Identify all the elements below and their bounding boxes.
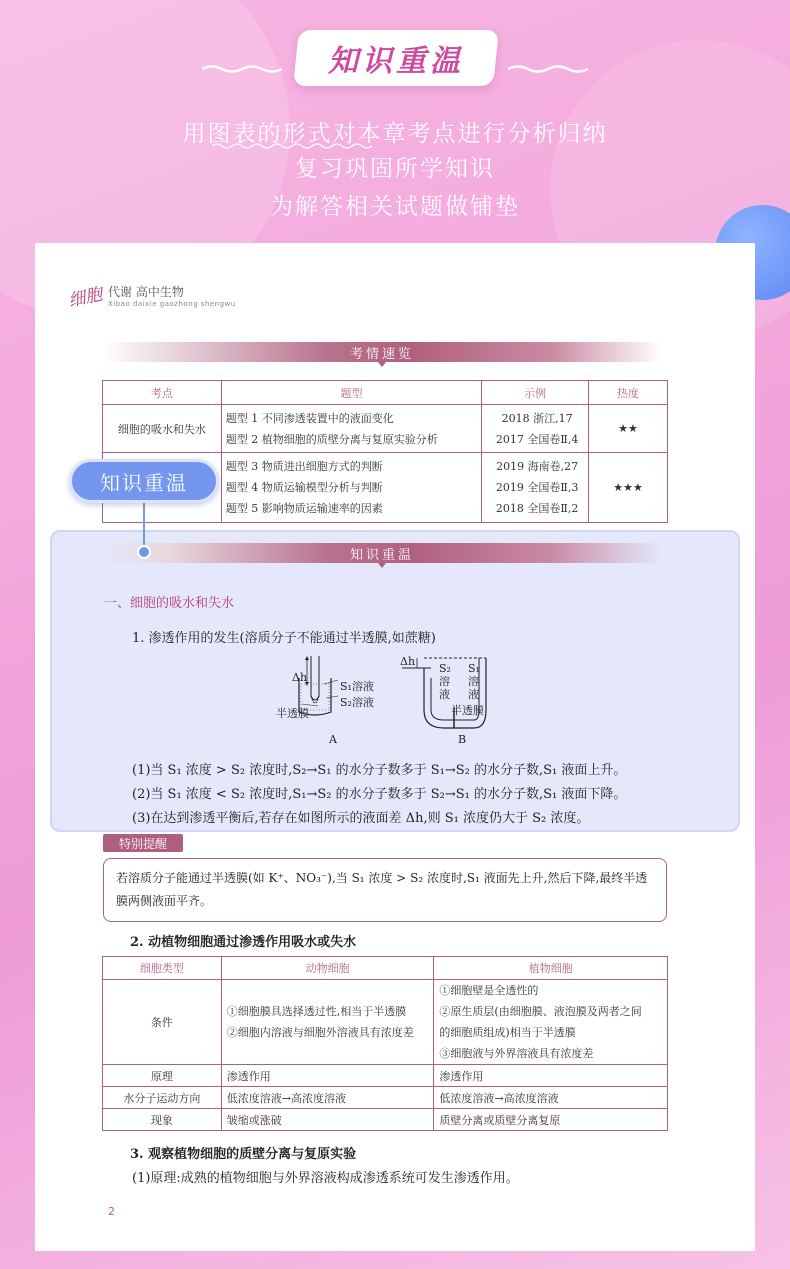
diagram-label-a: A	[329, 733, 337, 746]
arrow-down-icon	[378, 563, 386, 568]
row-label: 水分子运动方向	[103, 1087, 222, 1109]
subtitle-line-3: 为解答相关试题做铺垫	[270, 194, 520, 220]
row-label: 现象	[103, 1109, 222, 1131]
table-cell-topic: 细胞的吸水和失水	[103, 405, 222, 453]
table-header-row	[103, 381, 668, 405]
animal-cell	[221, 980, 434, 1065]
table-header: 动物细胞	[221, 957, 434, 980]
s2-char: S₂	[439, 662, 451, 675]
brand-title: 代谢 高中生物	[108, 285, 184, 299]
table-row	[103, 405, 668, 453]
table-header: 题型	[221, 381, 481, 405]
animal-line: ①细胞膜具选择透过性,相当于半透膜	[226, 1005, 407, 1018]
brand-header	[66, 283, 236, 312]
s2-char: 液	[439, 688, 450, 701]
callout-pill: 知识重温	[69, 459, 219, 503]
wave-decoration-left	[202, 64, 282, 74]
table-header: 植物细胞	[434, 957, 668, 980]
wave-decoration-right	[508, 64, 588, 74]
item-heading: 2. 动植物细胞通过渗透作用吸水或失水	[130, 935, 357, 950]
section-heading: 一、细胞的吸水和失水	[104, 596, 235, 611]
plant-cell: 质壁分离或质壁分离复原	[434, 1109, 668, 1131]
tip-box: 若溶质分子能通过半透膜(如 K⁺、NO₃⁻),当 S₁ 浓度 > S₂ 浓度时,S₁ 液面先上升,然后下降,最终半透膜两侧液面平齐。	[103, 858, 667, 922]
table-row	[103, 1065, 668, 1087]
plant-line: 的细胞质组成)相当于半透膜	[439, 1026, 576, 1039]
table-cell-examples	[482, 453, 589, 523]
osmosis-point-2: (2)当 S₁ 浓度 < S₂ 浓度时,S₁→S₂ 的水分子数多于 S₂→S₁ 的水分子数,S₁ 液面下降。	[132, 787, 627, 802]
brand-text	[108, 283, 236, 308]
table-row	[103, 980, 668, 1065]
table-cell-examples	[482, 405, 589, 453]
osmosis-point-1: (1)当 S₁ 浓度 > S₂ 浓度时,S₂→S₁ 的水分子数多于 S₁→S₂ 的水分子数,S₁ 液面上升。	[132, 763, 627, 778]
tip-tag: 特别提醒	[103, 834, 183, 852]
table-header: 考点	[103, 381, 222, 405]
table-header: 示例	[482, 381, 589, 405]
section-title: 考情速览	[349, 346, 414, 362]
animal-cell: 渗透作用	[221, 1065, 434, 1087]
page-number: 2	[108, 1205, 115, 1218]
plant-cell	[434, 980, 668, 1065]
subtitle-underline-wave	[212, 142, 372, 150]
table-row	[103, 1087, 668, 1109]
plant-cell: 渗透作用	[434, 1065, 668, 1087]
s2-solution-label: S₂溶液	[340, 696, 374, 709]
s1-solution-label: S₁溶液	[340, 680, 374, 693]
s2-char: 溶	[439, 675, 450, 688]
callout-connector	[143, 503, 145, 549]
membrane-label-a: 半透膜	[276, 707, 309, 720]
cell-comparison-table	[102, 956, 668, 1131]
example-item: 2019 海南卷,27	[496, 460, 579, 473]
section-title: 知识重温	[349, 547, 414, 563]
plant-line: ①细胞壁是全透性的	[439, 984, 539, 997]
s1-char: 液	[468, 688, 479, 701]
section-bar-review	[102, 543, 662, 563]
table-row	[103, 1109, 668, 1131]
animal-line: ②细胞内溶液与细胞外溶液具有浓度差	[226, 1026, 414, 1039]
table-header: 细胞类型	[103, 957, 222, 980]
callout-dot	[137, 545, 151, 559]
experiment-principle: (1)原理:成熟的植物细胞与外界溶液构成渗透系统可发生渗透作用。	[132, 1171, 519, 1186]
row-label: 原理	[103, 1065, 222, 1087]
table-cell-types	[221, 405, 481, 453]
plant-cell: 低浓度溶液→高浓度溶液	[434, 1087, 668, 1109]
section-bar-overview	[102, 342, 662, 362]
delta-h-label-b: Δh	[400, 655, 416, 668]
table-cell-heat: ★★★	[589, 453, 668, 523]
example-item: 2018 全国卷Ⅱ,2	[495, 502, 579, 515]
subtitle-line-1: 用图表的形式对本章考点进行分析归纳	[182, 121, 608, 147]
row-label: 条件	[103, 980, 222, 1065]
diagram-label-b: B	[458, 733, 467, 746]
s1-vertical-label	[468, 662, 480, 701]
plant-line: ③细胞液与外界溶液具有浓度差	[439, 1047, 594, 1060]
brand-pinyin: Xibao daixie gaozhong shengwu	[108, 300, 236, 308]
arrow-down-icon	[378, 362, 386, 367]
animal-cell: 皱缩或涨破	[221, 1109, 434, 1131]
title-banner	[293, 30, 499, 86]
type-item: 题型 2 植物细胞的质壁分离与复原实验分析	[225, 432, 438, 446]
banner-title: 知识重温	[328, 44, 464, 79]
s2-vertical-label	[439, 662, 451, 701]
table-cell-heat: ★★	[589, 405, 668, 453]
s1-char: 溶	[468, 675, 479, 688]
subtitle-line-2: 复习巩固所学知识	[295, 156, 495, 182]
brand-logo: 细胞	[66, 284, 105, 312]
type-item: 题型 5 影响物质运输速率的因素	[225, 502, 383, 515]
table-header: 热度	[589, 381, 668, 405]
type-item: 题型 3 物质进出细胞方式的判断	[225, 460, 383, 473]
example-item: 2017 全国卷Ⅱ,4	[495, 432, 579, 446]
type-item: 题型 1 不同渗透装置中的液面变化	[225, 411, 394, 425]
table-cell-types	[221, 453, 481, 523]
animal-cell: 低浓度溶液→高浓度溶液	[221, 1087, 434, 1109]
membrane-label-b: 半透膜	[451, 704, 484, 717]
item-heading: 3. 观察植物细胞的质壁分离与复原实验	[130, 1147, 357, 1162]
delta-h-label-a: Δh	[292, 671, 308, 684]
table-header-row	[103, 957, 668, 980]
example-item: 2019 全国卷Ⅱ,3	[495, 481, 579, 494]
item-heading: 1. 渗透作用的发生(溶质分子不能通过半透膜,如蔗糖)	[132, 631, 436, 646]
plant-line: ②原生质层(由细胞膜、液泡膜及两者之间	[439, 1005, 642, 1018]
osmosis-point-3: (3)在达到渗透平衡后,若存在如图所示的液面差 Δh,则 S₁ 浓度仍大于 S₂ 浓度。	[132, 811, 590, 826]
s1-char: S₁	[468, 662, 480, 675]
type-item: 题型 4 物质运输模型分析与判断	[225, 481, 383, 494]
example-item: 2018 浙江,17	[501, 411, 573, 425]
